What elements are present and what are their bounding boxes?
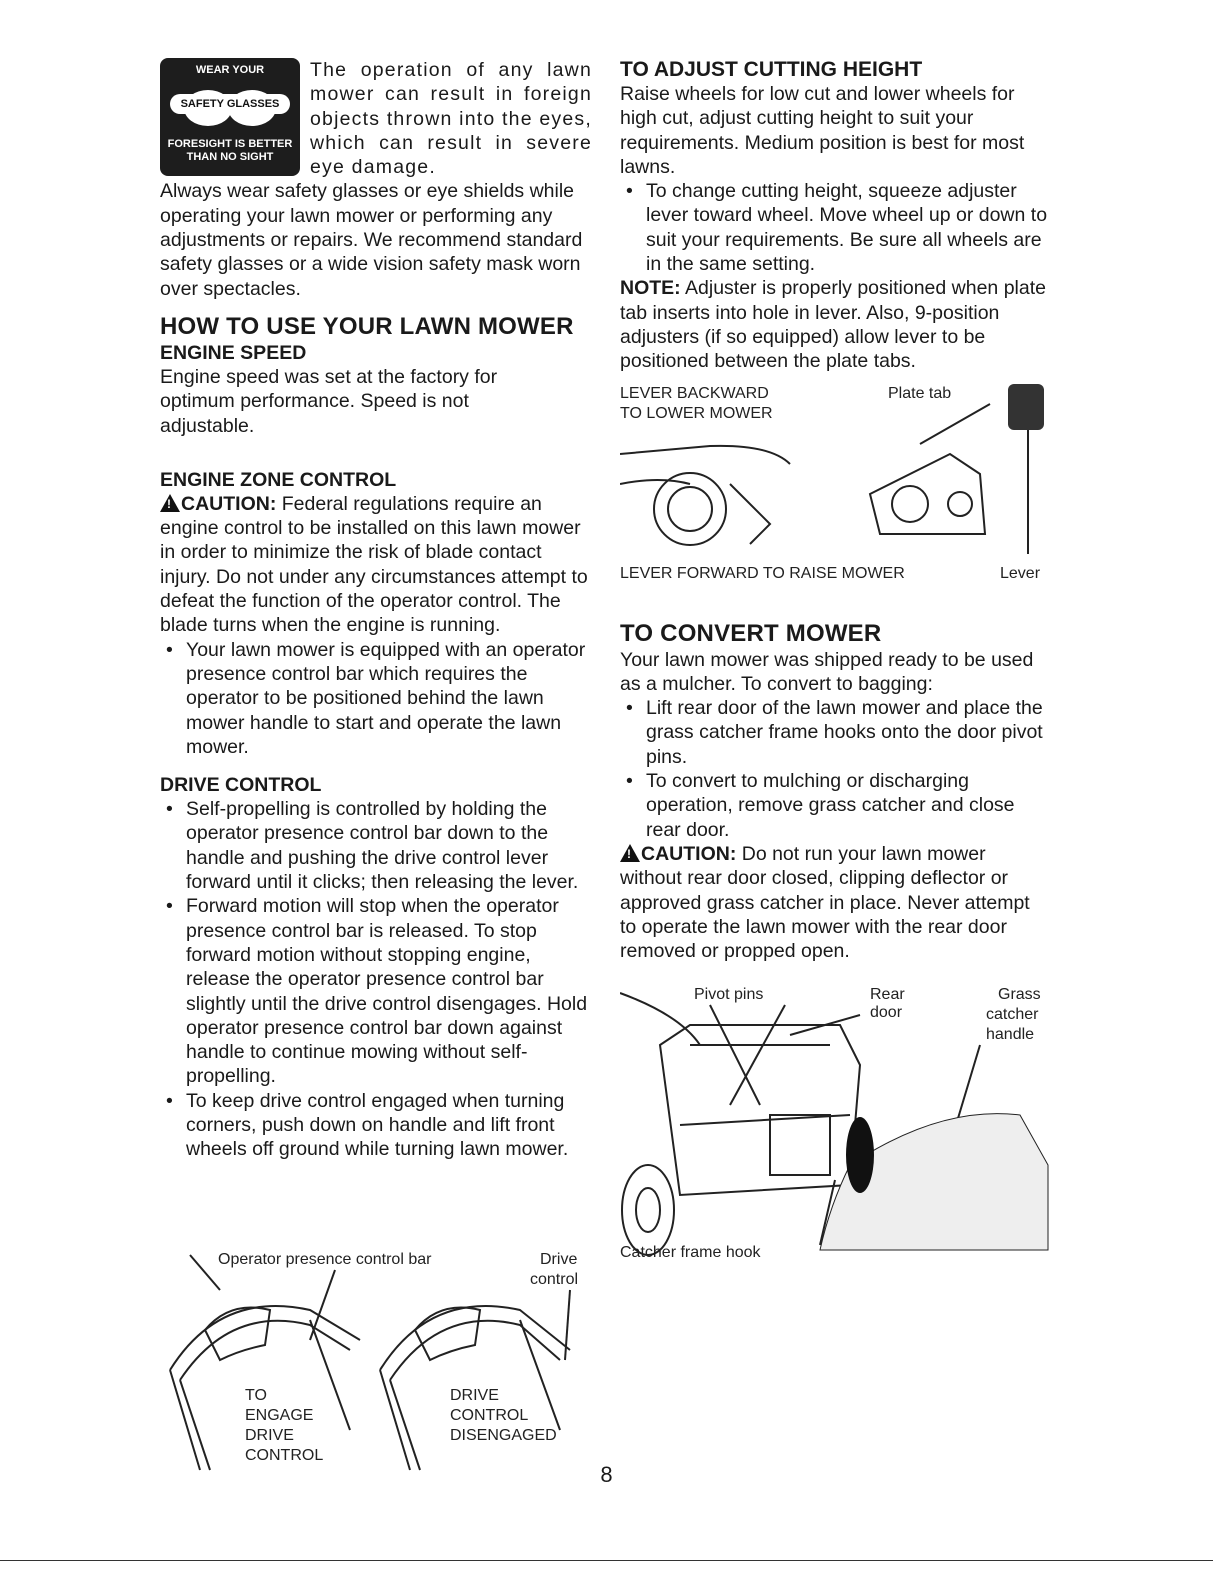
disengaged-label-1: DRIVE — [450, 1387, 499, 1404]
safety-glasses-badge — [160, 58, 300, 176]
cutting-height-note — [620, 276, 1050, 373]
caution-label: CAUTION: — [641, 842, 737, 865]
disengaged-label-2: CONTROL — [450, 1407, 529, 1424]
drive-control-bullet-2: • Forward motion will stop when the operator presence control bar is released. To stop forward motion without stopping engine, release the operator presence control bar slightly until the drive control disengages. Hold operator presence control bar down against handle to continue mowing without self-propelling. — [160, 894, 592, 1088]
engage-label-4: CONTROL — [245, 1447, 324, 1464]
rear-door-label-2: door — [870, 1004, 903, 1022]
lever-backward-label-1: LEVER BACKWARD — [620, 384, 769, 402]
drive-label-1: Drive — [540, 1251, 578, 1268]
convert-caution — [620, 842, 1050, 963]
caution-label: CAUTION: — [181, 492, 277, 515]
plate-tab-label: Plate tab — [888, 384, 952, 402]
engine-speed-heading: ENGINE SPEED — [160, 341, 307, 364]
page-number: 8 — [600, 1462, 613, 1487]
right-column — [620, 58, 1050, 1265]
safety-warning-text: The operation of any lawn mower can result in foreign objects thrown into the eyes, which can result in severe eye damage. — [310, 59, 592, 179]
engine-zone-caution — [160, 492, 592, 638]
engage-label-3: DRIVE — [245, 1427, 294, 1444]
grass-catcher-label-2: catcher — [986, 1006, 1039, 1024]
warning-icon — [620, 844, 640, 862]
drive-label-2: control — [530, 1271, 579, 1288]
left-column — [160, 58, 592, 1162]
drive-control-bullet-1: • Self-propelling is controlled by holding the operator presence control bar down to the handle and pushing the drive control lever forward until it clicks; then releasing the lever. — [160, 797, 592, 894]
convert-bullet-1: • Lift rear door of the lawn mower and place the grass catcher frame hooks onto the door pivot pins. — [620, 696, 1050, 769]
cutting-height-heading: TO ADJUST CUTTING HEIGHT — [620, 58, 923, 81]
convert-heading: TO CONVERT MOWER — [620, 619, 882, 647]
lever-label: Lever — [1000, 564, 1041, 582]
engine-speed-text: Engine speed was set at the factory for optimum performance. Speed is not adjustable. — [160, 365, 498, 437]
drive-control-bullet-3: • To keep drive control engaged when turning corners, push down on handle and lift front wheels off ground while turning lawn mower. — [160, 1089, 592, 1162]
convert-intro: Your lawn mower was shipped ready to be used as a mulcher. To convert to bagging: — [620, 648, 1034, 695]
note-text: Adjuster is properly positioned when plate tab inserts into hole in lever. Also, 9-position adjusters (if so equipped) allow lever to be positioned between the plate tabs. — [620, 277, 1046, 373]
safety-glasses-text: Always wear safety glasses or eye shields while operating your lawn mower or performing any adjustments or repairs. We recommend standard safety glasses or a wide vision safety mask worn over spectacles. — [160, 180, 583, 300]
convert-bullet-2: • To convert to mulching or discharging operation, remove grass catcher and close rear door. — [620, 769, 1050, 842]
lever-backward-label-2: TO LOWER MOWER — [620, 404, 773, 422]
pivot-pins-label: Pivot pins — [694, 986, 764, 1004]
cutting-height-intro: Raise wheels for low cut and lower wheels for high cut, adjust cutting height to suit your requirements. Medium position is best for most lawns. — [620, 83, 1025, 178]
note-label: NOTE: — [620, 277, 681, 300]
disengaged-label-3: DISENGAGED — [450, 1427, 557, 1444]
rear-door-label-1: Rear — [870, 986, 905, 1004]
caution-text: Federal regulations require an engine control to be installed on this lawn mower in order to minimize the risk of blade contact injury. Do not under any circumstances attempt to defeat the function of the operator control. The blade turns when the engine is running. — [160, 492, 588, 637]
cutting-height-bullet: • To change cutting height, squeeze adjuster lever toward wheel. Move wheel up or down to suit your requirements. Be sure all wheels are in the same setting. — [620, 179, 1050, 276]
lever-forward-label: LEVER FORWARD TO RAISE MOWER — [620, 564, 905, 582]
badge-line3: FORESIGHT IS BETTER — [167, 138, 293, 150]
badge-line1: WEAR YOUR — [195, 64, 265, 76]
cutting-height-figure — [620, 384, 1050, 584]
how-to-use-heading: HOW TO USE YOUR LAWN MOWER — [160, 312, 574, 340]
grass-catcher-label-1: Grass — [998, 986, 1041, 1004]
caution-text: Do not run your lawn mower without rear door closed, clipping deflector or approved grass catcher in place. Never attempt to operate the lawn mower with the rear door removed or propped open. — [620, 842, 1030, 963]
badge-line2: SAFETY GLASSES — [170, 94, 290, 114]
engage-label-2: ENGAGE — [245, 1407, 314, 1424]
grass-catcher-label-3: handle — [986, 1026, 1035, 1044]
opc-bar-label: Operator presence control bar — [218, 1251, 432, 1268]
badge-line4: THAN NO SIGHT — [186, 151, 274, 163]
engine-zone-heading: ENGINE ZONE CONTROL — [160, 468, 397, 491]
grass-catcher-figure — [620, 985, 1050, 1265]
engage-label-1: TO — [245, 1387, 267, 1404]
bottom-rule — [0, 1560, 1213, 1561]
warning-icon — [160, 494, 180, 512]
drive-control-heading: DRIVE CONTROL — [160, 774, 322, 797]
engine-zone-bullet: • Your lawn mower is equipped with an operator presence control bar which requires the operator to be positioned behind the lawn mower handle to start and operate the lawn mower. — [160, 638, 592, 759]
catcher-hook-label: Catcher frame hook — [620, 1244, 761, 1262]
drive-control-figure — [160, 1250, 600, 1490]
